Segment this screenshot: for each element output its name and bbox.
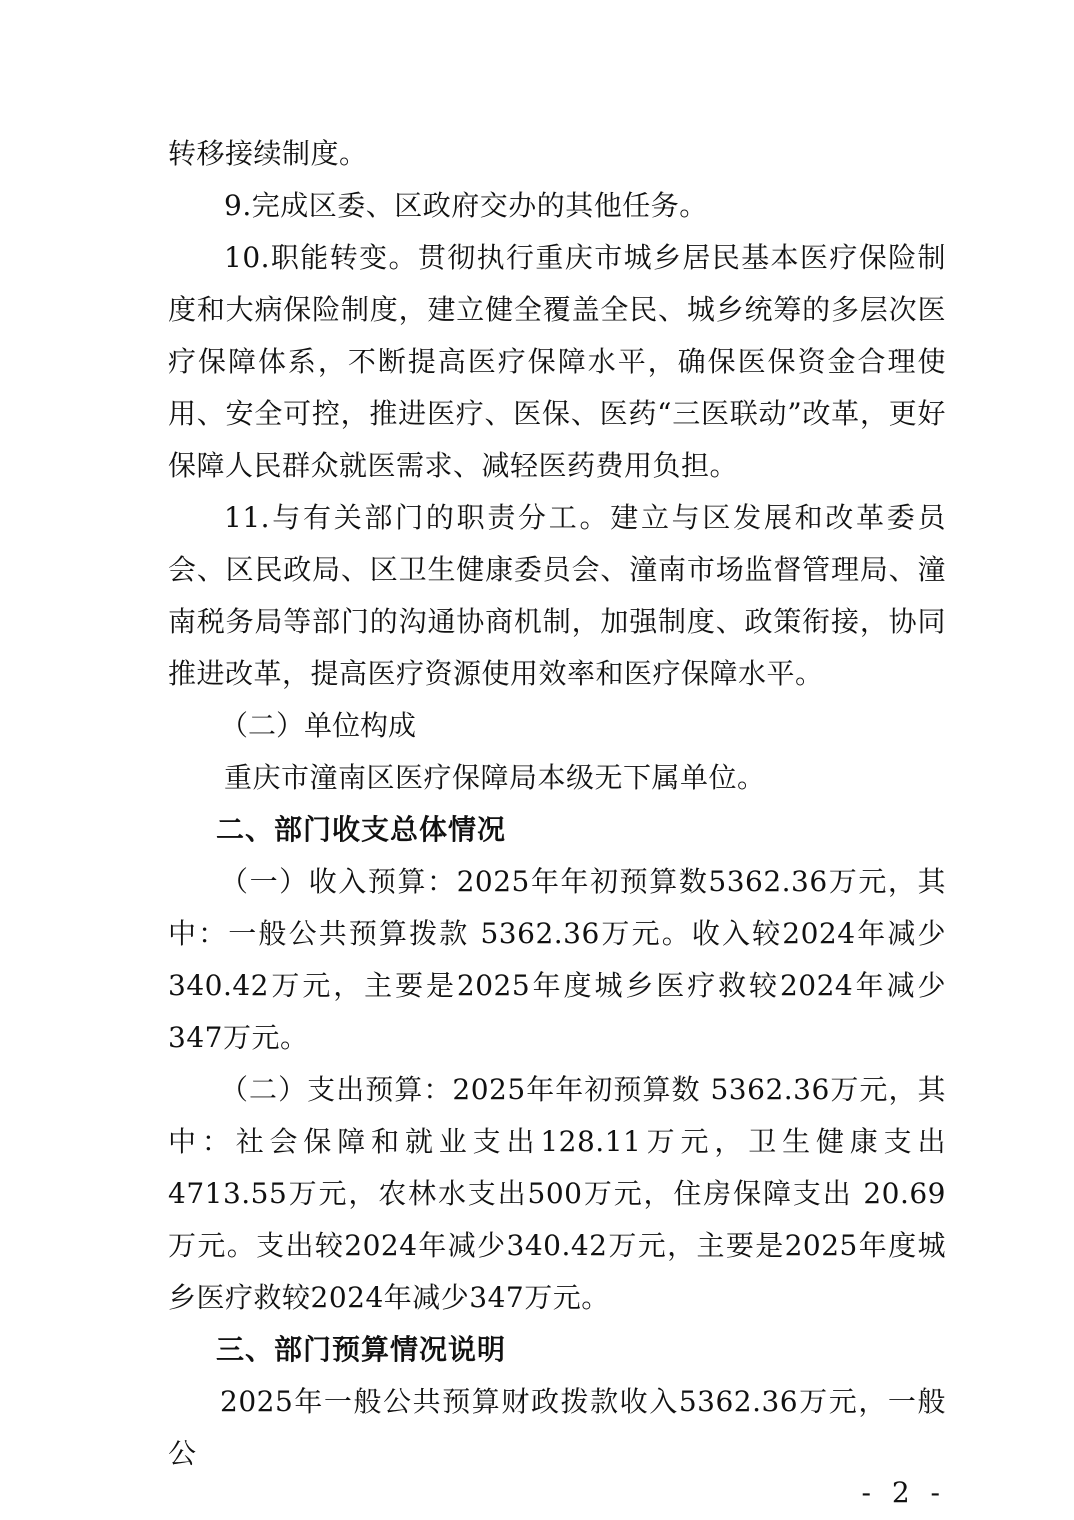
paragraph-general-budget-income: 2025年一般公共预算财政拨款收入5362.36万元，一般公 (168, 1385, 946, 1470)
paragraph-item-9: 9.完成区委、区政府交办的其他任务。 (224, 189, 708, 222)
page-number: - 2 - (861, 1476, 946, 1509)
paragraph-income-budget: （一）收入预算：2025年年初预算数5362.36万元，其中：一般公共预算拨款 5362.36万元。收入较2024年减少340.42万元，主要是2025年度城乡医疗救较2024年减少347万元。 (168, 865, 946, 1054)
heading-budget-explanation: 三、部门预算情况说明 (216, 1333, 507, 1366)
subheading-unit-composition: （二）单位构成 (220, 709, 417, 742)
paragraph-item-10: 10.职能转变。贯彻执行重庆市城乡居民基本医疗保险制度和大病保险制度，建立健全覆盖全民、城乡统筹的多层次医疗保障体系，不断提高医疗保障水平，确保医保资金合理使用、安全可控，推进医疗、医保、医药“三医联动”改革，更好保障人民群众就医需求、减轻医药费用负担。 (168, 241, 946, 482)
heading-income-expenditure-overview: 二、部门收支总体情况 (216, 813, 507, 846)
paragraph-transfer-continuation: 转移接续制度。 (168, 137, 368, 170)
paragraph-item-11: 11.与有关部门的职责分工。建立与区发展和改革委员会、区民政局、区卫生健康委员会、潼南市场监督管理局、潼南税务局等部门的沟通协商机制，加强制度、政策衔接，协同推进改革，提高医疗资源使用效率和医疗保障水平。 (168, 501, 946, 690)
paragraph-unit-composition: 重庆市潼南区医疗保障局本级无下属单位。 (224, 761, 766, 794)
paragraph-expenditure-budget: （二）支出预算：2025年年初预算数 5362.36万元，其中：社会保障和就业支出128.11万元，卫生健康支出4713.55万元，农林水支出500万元，住房保障支出 20.69万元。支出较2024年减少340.42万元，主要是2025年度城乡医疗救较2024年减少347万元。 (168, 1073, 946, 1314)
document-body (168, 128, 946, 1480)
